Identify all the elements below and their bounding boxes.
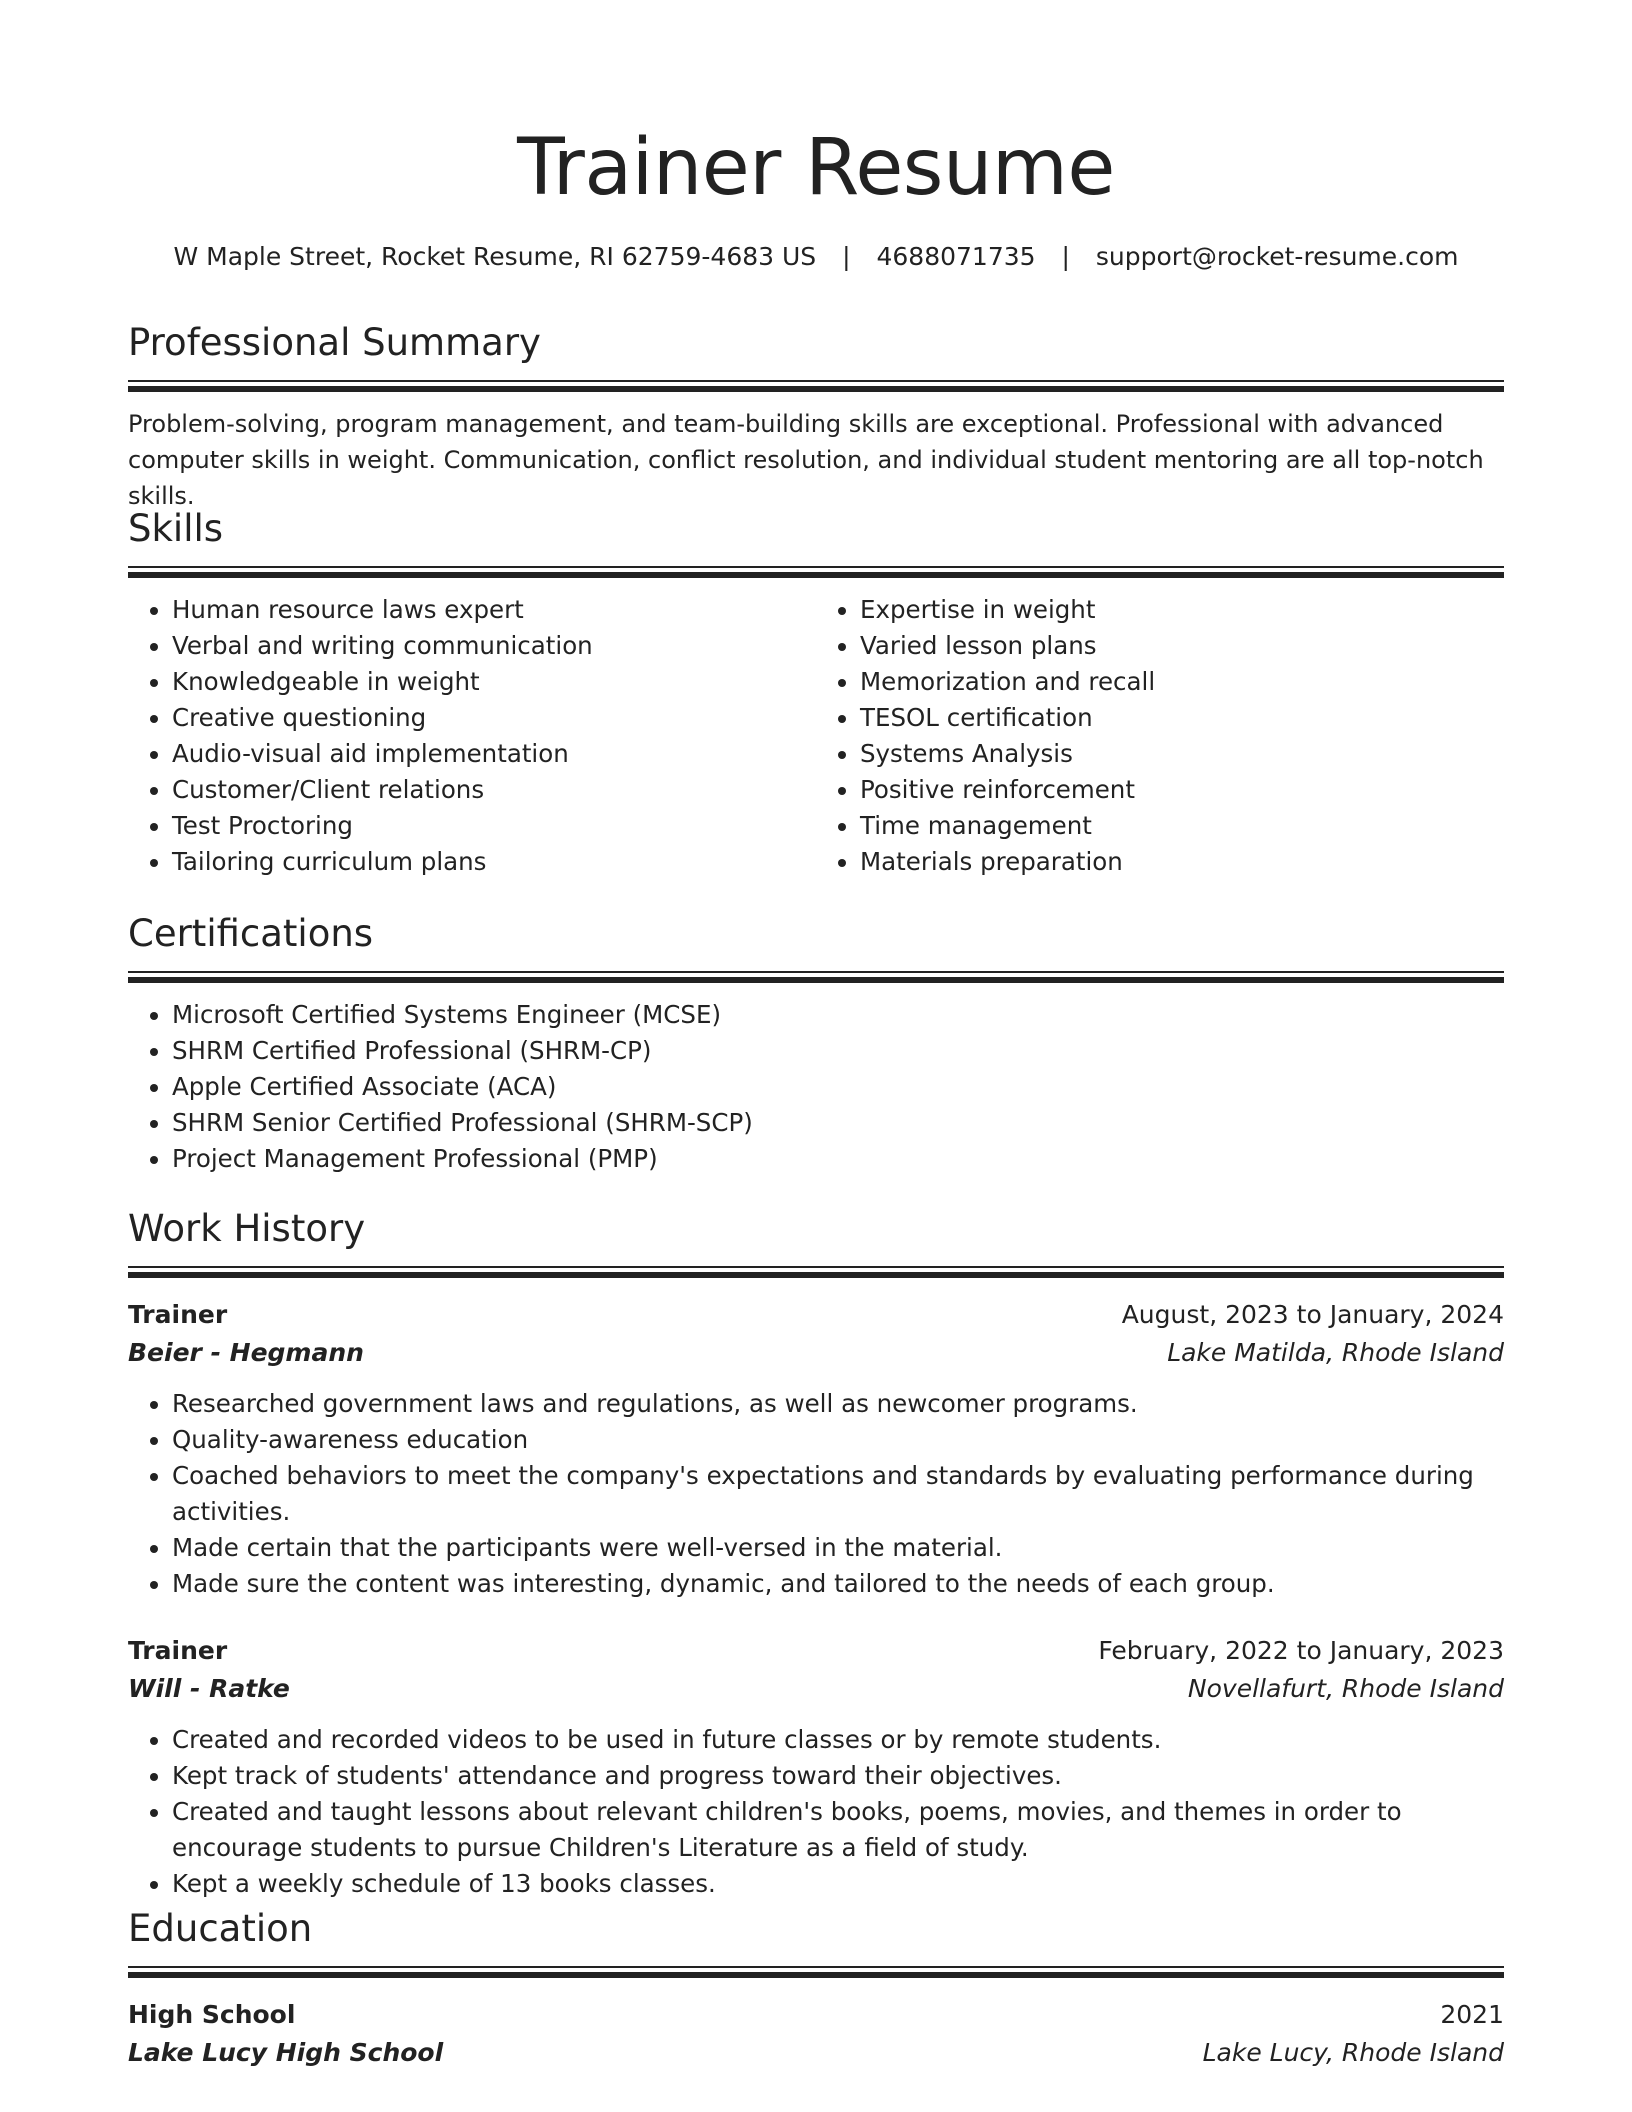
skills-columns: [128, 592, 1504, 880]
phone: 4688071735: [876, 242, 1036, 271]
email: support@rocket-resume.com: [1095, 242, 1459, 271]
job-company-row: [128, 1670, 1504, 1708]
skill-item: • Verbal and writing communication: [172, 628, 816, 664]
skill-item: • Human resource laws expert: [172, 592, 816, 628]
job-bullet: • Kept track of students' attendance and progress toward their objectives.: [172, 1758, 1504, 1794]
job-bullets: [128, 1386, 1504, 1602]
job-bullets: [128, 1722, 1504, 1902]
skill-item: • Expertise in weight: [860, 592, 1504, 628]
skill-item: • Systems Analysis: [860, 736, 1504, 772]
skill-item: • Audio-visual aid implementation: [172, 736, 816, 772]
job-title-row: [128, 1296, 1504, 1334]
skills-list-left: [128, 592, 816, 880]
job-title-row: [128, 1632, 1504, 1670]
resume-title: Trainer Resume: [517, 123, 1115, 213]
job-dates: August, 2023 to January, 2024: [1121, 1300, 1504, 1329]
section-divider: [128, 380, 1504, 392]
skills-list-right: [816, 592, 1504, 880]
job-bullet: • Created and recorded videos to be used in future classes or by remote students.: [172, 1722, 1504, 1758]
contact-separator: |: [842, 242, 851, 271]
job-title: Trainer: [128, 1300, 228, 1329]
certification-item: • SHRM Senior Certified Professional (SHRM-SCP): [172, 1105, 1504, 1141]
contact-line: [128, 237, 1504, 277]
job-title: Trainer: [128, 1636, 228, 1665]
certifications-list: [128, 997, 1504, 1177]
education-school: Lake Lucy High School: [128, 2038, 444, 2067]
job-bullet: • Coached behaviors to meet the company's expectations and standards by evaluating performance during activities.: [172, 1458, 1504, 1530]
job-bullet: • Researched government laws and regulations, as well as newcomer programs.: [172, 1386, 1504, 1422]
education-section: [128, 1904, 1504, 2072]
certification-item: • Project Management Professional (PMP): [172, 1141, 1504, 1177]
certifications-section: [128, 909, 1504, 1177]
summary-section: [128, 318, 1504, 514]
education-school-row: [128, 2034, 1504, 2072]
address: W Maple Street, Rocket Resume, RI 62759-4683 US: [173, 242, 817, 271]
education-heading: Education: [128, 1907, 313, 1950]
section-divider: [128, 1966, 1504, 1978]
job-bullet: • Quality-awareness education: [172, 1422, 1504, 1458]
education-degree-row: [128, 1996, 1504, 2034]
section-divider: [128, 1266, 1504, 1278]
work-history-section: [128, 1204, 1504, 1902]
skill-item: • Tailoring curriculum plans: [172, 844, 816, 880]
section-divider: [128, 971, 1504, 983]
education-year: 2021: [1440, 2000, 1504, 2029]
section-divider: [128, 566, 1504, 578]
skill-item: • TESOL certification: [860, 700, 1504, 736]
skill-item: • Positive reinforcement: [860, 772, 1504, 808]
education-degree: High School: [128, 2000, 296, 2029]
skills-heading: Skills: [128, 507, 224, 550]
certification-item: • Microsoft Certified Systems Engineer (MCSE): [172, 997, 1504, 1033]
certification-item: • SHRM Certified Professional (SHRM-CP): [172, 1033, 1504, 1069]
summary-heading: Professional Summary: [128, 321, 541, 364]
job-location: Lake Matilda, Rhode Island: [1167, 1338, 1504, 1367]
skill-item: • Varied lesson plans: [860, 628, 1504, 664]
skill-item: • Knowledgeable in weight: [172, 664, 816, 700]
skill-item: • Creative questioning: [172, 700, 816, 736]
summary-text: Problem-solving, program management, and team-building skills are exceptional. Professional with advanced computer skills in weight. Communication, conflict resolution, and individual student mentoring are all top-notch skills.: [128, 410, 1484, 510]
contact-separator: |: [1061, 242, 1070, 271]
education-entry: [128, 1996, 1504, 2072]
skill-item: • Materials preparation: [860, 844, 1504, 880]
job-location: Novellafurt, Rhode Island: [1187, 1674, 1504, 1703]
education-location: Lake Lucy, Rhode Island: [1202, 2038, 1504, 2067]
skill-item: • Customer/Client relations: [172, 772, 816, 808]
work-history-heading: Work History: [128, 1207, 366, 1250]
job-bullet: • Kept a weekly schedule of 13 books classes.: [172, 1866, 1504, 1902]
certifications-heading: Certifications: [128, 912, 374, 955]
skill-item: • Test Proctoring: [172, 808, 816, 844]
job-bullet: • Made certain that the participants were well-versed in the material.: [172, 1530, 1504, 1566]
job-entry: [128, 1296, 1504, 1602]
job-dates: February, 2022 to January, 2023: [1098, 1636, 1504, 1665]
job-entry: [128, 1632, 1504, 1902]
job-bullet: • Created and taught lessons about relevant children's books, poems, movies, and themes in order to encourage students to pursue Children's Literature as a field of study.: [172, 1794, 1504, 1866]
job-company-row: [128, 1334, 1504, 1372]
skill-item: • Time management: [860, 808, 1504, 844]
certification-item: • Apple Certified Associate (ACA): [172, 1069, 1504, 1105]
skill-item: • Memorization and recall: [860, 664, 1504, 700]
job-bullet: • Made sure the content was interesting, dynamic, and tailored to the needs of each group.: [172, 1566, 1504, 1602]
job-company: Beier - Hegmann: [128, 1338, 364, 1367]
resume-page: [128, 0, 1504, 2112]
skills-section: [128, 504, 1504, 880]
job-company: Will - Ratke: [128, 1674, 290, 1703]
